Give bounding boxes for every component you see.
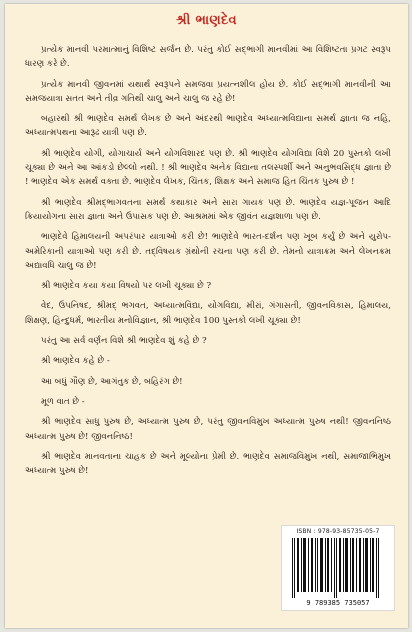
barcode-digits: 9 789385 735057 [306, 599, 370, 607]
paragraph: વેદ, ઉપનિષદ, શ્રીમદ્ ભગવત, અધ્યાત્મવિદ્યા, યોગવિદ્યા, મીરાં, ગંગાસતી, જીવનવિકાસ, હિમાલય, શિક્ષણ, હિન્દુધર્મ, ભારતીય મનોવિજ્ઞાન, શ્રી ભાણદેવ 100 પુસ્તકો લખી ચૂક્યા છે! [25, 301, 391, 326]
paragraph: શ્રી ભાણદેવ માનવતાના ચાહક છે અને મૂલ્યોના પ્રેમી છે. ભાણદેવ સમાજવિમુખ નથી, સમાજાભિમુખ અધ્યાત્મ પુરુષ છે! [25, 451, 391, 477]
book-back-cover [5, 4, 408, 628]
paragraph: શ્રી ભાણદેવ યોગી, યોગાચાર્ય અને યોગવિશારદ પણ છે. શ્રી ભાણદેવ યોગવિદ્યા વિશે 20 પુસ્તકો લખી ચૂક્યા છે અને આ આંકડો છેલ્લો નથી. ! શ્રી ભાણદેવ અનેક વિદ્યાના તલસ્પર્શી અને અનુભવસિદ્ધ જ્ઞાતા છે ! ભાણદેવ એક સમર્થ વક્તા છે. ભાણદેવ લેખક, ચિંતક, શિક્ષક અને સમાજ હિત ચિંતક પુરુષ છે ! [25, 148, 391, 188]
isbn-label: ISBN : 978-93-85735-05-7 [296, 528, 380, 535]
paragraph: મૂળ વાત છે - [41, 396, 85, 407]
cover-title: શ્રી ભાણદેવ [176, 13, 237, 28]
paragraph: શ્રી ભાણદેવ સાધુ પુરુષ છે, અધ્યાત્મ પુરુષ છે, પરંતુ જીવનવિમુખ અધ્યાત્મ પુરુષ નથી! જીવનનિષ્ઠ અધ્યાત્મ પુરુષ છે! જીવનનિષ્ઠ! [25, 417, 391, 442]
barcode-icon [290, 538, 386, 608]
paragraph: પ્રત્યેક માનવી જીવનમાં યથાર્થ સ્વરૂપને સમજવા પ્રયત્નશીલ હોય છે. કોઈ સદ્‌ભાગી માનવીની આ સમજયાત્રા સતત અને તીવ્ર ગતિથી ચાલુ અને ચાલુ જ રહે છે! [25, 79, 391, 104]
paragraph: બહારથી શ્રી ભાણદેવ સમર્થ લેખક છે અને અંદરથી ભાણદેવ અધ્યાત્મવિદ્યાના સમર્થ જ્ઞાતા જ નહિ, અધ્યાત્મપથના આરૂઢ યાત્રી પણ છે. [25, 114, 391, 139]
paragraph: પ્રત્યેક માનવી પરમાત્માનું વિશિષ્ટ સર્જન છે. પરંતુ કોઈ સદ્‌ભાગી માનવીમાં આ વિશિષ્ટતા પ્રગટ સ્વરૂપ ધારણ કરે છે. [25, 45, 391, 70]
paragraph: શ્રી ભાણદેવ કયા કયા વિષયો પર લખી ચૂક્યા છે ? [41, 281, 212, 292]
paragraph: ભાણદેવે હિમાલયની અપરંપાર યાત્રાઓ કરી છે! ભાણદેવે ભારત-દર્શન પણ ખૂબ કર્યું છે અને યુરોપ-અમેરિકાની યાત્રાઓ પણ કરી છે. તદ્‌વિષયક ગ્રંથોની રચના પણ કરી છે. તેમનો યાત્રાક્રમ અને લેખનક્રમ અદ્યાવધિ ચાલુ જ છે! [25, 232, 391, 271]
paragraph: શ્રી ભાણદેવ કહે છે - [41, 356, 110, 367]
paragraph: આ બધું ગૌણ છે, આગંતુક છે, બહિરંગ છે! [41, 376, 183, 387]
paragraph: શ્રી ભાણદેવ શ્રીમદ્‌ભાગવતના સમર્થ કથાકાર અને સારા ગાયક પણ છે. ભાણદેવ યજ્ઞ-પૂજન આદિ ક્રિયાયોગના સારા જ્ઞાતા અને ઉપાસક પણ છે. આશ્રમમાં એક જીવંત યજ્ઞશાળા પણ છે. [25, 197, 391, 222]
isbn-barcode-box [281, 525, 395, 611]
paragraph: પરંતુ આ સર્વ વર્ણન વિશે શ્રી ભાણદેવ શું કહે છે ? [41, 336, 207, 347]
cover-body-text [25, 43, 391, 484]
